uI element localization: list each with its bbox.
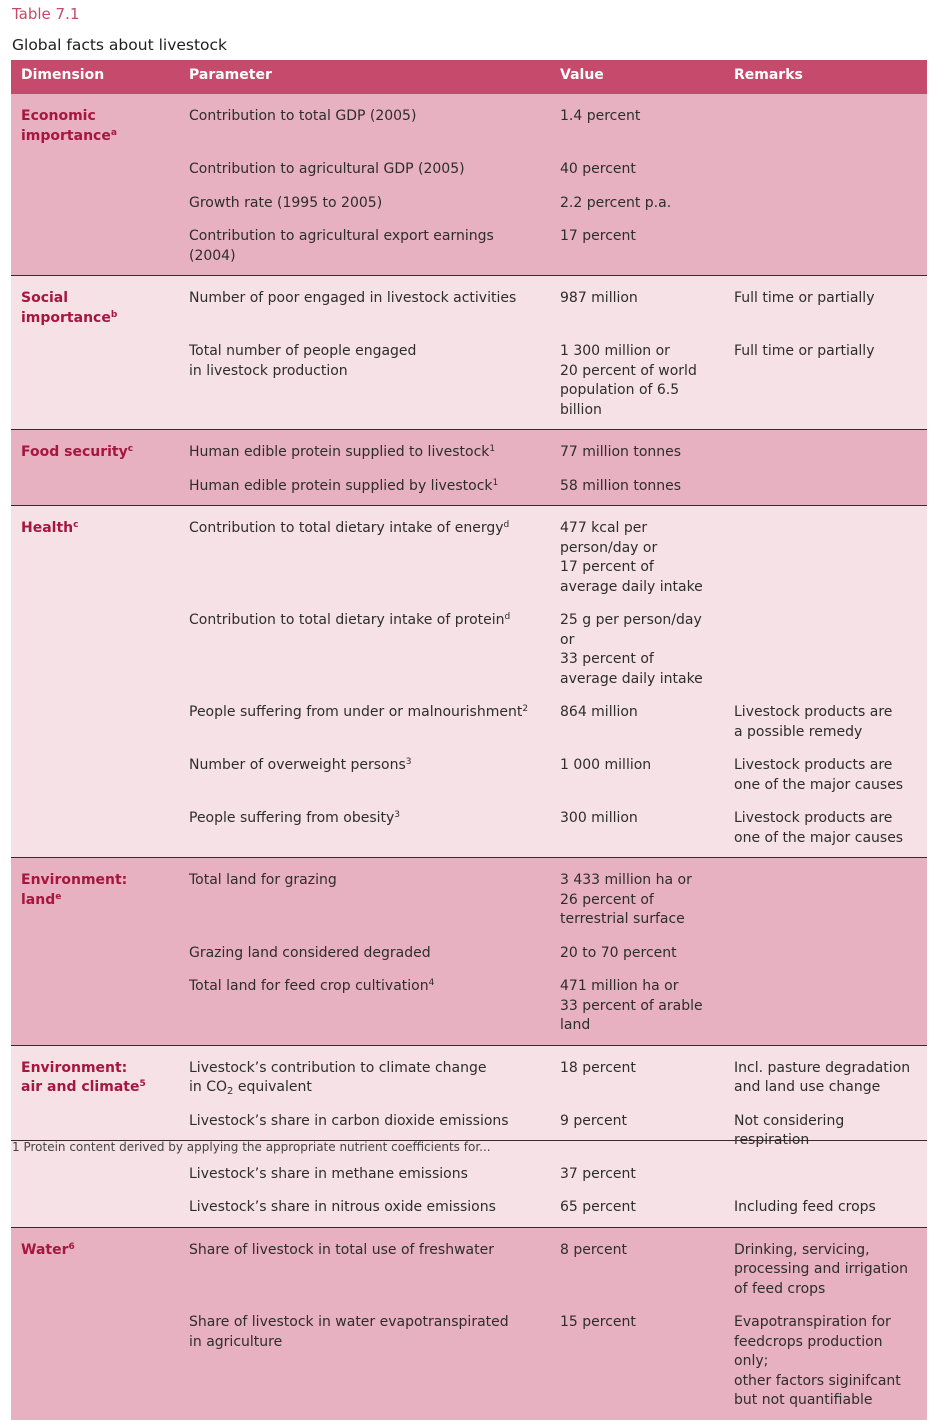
dimension-label: Environment: air and climate bbox=[21, 1059, 140, 1095]
value-cell: 37 percent bbox=[550, 1161, 724, 1195]
dimension-cell bbox=[11, 223, 179, 276]
table-row bbox=[11, 1309, 927, 1420]
dimension-footnote-marker: a bbox=[110, 127, 117, 138]
value-cell: 65 percent bbox=[550, 1194, 724, 1227]
parameter-text: People suffering from under or malnourishment bbox=[189, 704, 523, 720]
section-3 bbox=[11, 506, 927, 858]
dimension-cell bbox=[11, 1161, 179, 1195]
table-row bbox=[11, 338, 927, 430]
table-row bbox=[11, 805, 927, 858]
parameter-cell bbox=[179, 94, 550, 156]
section-1 bbox=[11, 276, 927, 430]
table-row bbox=[11, 973, 927, 1045]
remarks-cell: Full time or partially bbox=[724, 276, 927, 339]
parameter-footnote-marker: 1 bbox=[489, 444, 496, 454]
parameter-cell bbox=[179, 1227, 550, 1309]
parameter-text: Contribution to total dietary intake of protein bbox=[189, 612, 505, 628]
dimension-cell bbox=[11, 338, 179, 430]
section-6 bbox=[11, 1227, 927, 1420]
parameter-text: Contribution to agricultural GDP (2005) bbox=[189, 161, 465, 177]
parameter-cell bbox=[179, 223, 550, 276]
dimension-cell bbox=[11, 858, 179, 940]
remarks-cell: Drinking, servicing, processing and irrigation of feed crops bbox=[724, 1227, 927, 1309]
parameter-text: Contribution to agricultural export earnings (2004) bbox=[189, 228, 494, 264]
parameter-text: Livestock’s share in nitrous oxide emissions bbox=[189, 1199, 496, 1215]
parameter-footnote-marker: 3 bbox=[394, 810, 401, 820]
parameter-cell bbox=[179, 156, 550, 190]
value-cell: 18 percent bbox=[550, 1045, 724, 1108]
table-row bbox=[11, 607, 927, 699]
table-caption: Global facts about livestock bbox=[12, 36, 228, 54]
remarks-cell: Full time or partially bbox=[724, 338, 927, 430]
header-value: Value bbox=[550, 60, 724, 94]
header-parameter: Parameter bbox=[179, 60, 550, 94]
table-row bbox=[11, 473, 927, 506]
dimension-cell bbox=[11, 1227, 179, 1309]
parameter-footnote-marker: 1 bbox=[492, 477, 499, 488]
parameter-cell bbox=[179, 430, 550, 473]
parameter-cell bbox=[179, 699, 550, 752]
dimension-footnote-marker: e bbox=[55, 891, 62, 902]
parameter-cell bbox=[179, 1194, 550, 1227]
parameter-text: Contribution to total dietary intake of energy bbox=[189, 520, 504, 536]
table-row bbox=[11, 223, 927, 276]
table-row bbox=[11, 699, 927, 752]
header-row bbox=[11, 60, 927, 94]
table-row bbox=[11, 1045, 927, 1108]
parameter-text: Share of livestock in water evapotranspirated in agriculture bbox=[189, 1314, 509, 1350]
parameter-text-tail: equivalent bbox=[233, 1079, 312, 1095]
parameter-text: Livestock’s contribution to climate change in CO bbox=[189, 1059, 487, 1095]
dimension-footnote-marker: c bbox=[127, 444, 134, 454]
parameter-text: Number of poor engaged in livestock activities bbox=[189, 290, 517, 306]
table-row bbox=[11, 156, 927, 190]
remarks-cell bbox=[724, 858, 927, 940]
section-0 bbox=[11, 94, 927, 276]
value-cell: 40 percent bbox=[550, 156, 724, 190]
parameter-text: Share of livestock in total use of freshwater bbox=[189, 1241, 494, 1258]
parameter-cell bbox=[179, 190, 550, 224]
remarks-cell bbox=[724, 940, 927, 974]
table-row bbox=[11, 1227, 927, 1309]
parameter-text: Human edible protein supplied by livestock bbox=[189, 477, 493, 494]
parameter-subscript: 2 bbox=[227, 1086, 234, 1097]
value-cell: 3 433 million ha or 26 percent of terrestrial surface bbox=[550, 858, 724, 940]
remarks-cell: Livestock products are one of the major causes bbox=[724, 805, 927, 858]
dimension-label: Water bbox=[21, 1241, 69, 1258]
remarks-cell: Livestock products are one of the major causes bbox=[724, 752, 927, 805]
value-cell: 58 million tonnes bbox=[550, 473, 724, 506]
parameter-cell bbox=[179, 858, 550, 940]
dimension-cell bbox=[11, 156, 179, 190]
value-cell: 17 percent bbox=[550, 223, 724, 276]
dimension-cell bbox=[11, 94, 179, 156]
table-row bbox=[11, 276, 927, 339]
parameter-cell bbox=[179, 338, 550, 430]
table-row bbox=[11, 858, 927, 940]
value-cell: 2.2 percent p.a. bbox=[550, 190, 724, 224]
dimension-footnote-marker: b bbox=[110, 309, 118, 320]
remarks-cell: Not considering respiration bbox=[724, 1108, 927, 1161]
value-cell: 9 percent bbox=[550, 1108, 724, 1161]
value-cell: 8 percent bbox=[550, 1227, 724, 1309]
parameter-cell bbox=[179, 473, 550, 506]
header-remarks: Remarks bbox=[724, 60, 927, 94]
parameter-text: Livestock’s share in methane emissions bbox=[189, 1165, 468, 1182]
remarks-cell bbox=[724, 973, 927, 1045]
remarks-cell bbox=[724, 190, 927, 224]
parameter-cell bbox=[179, 276, 550, 339]
parameter-footnote-marker: d bbox=[504, 612, 511, 622]
parameter-text: Total land for feed crop cultivation bbox=[189, 978, 429, 994]
parameter-text: Number of overweight persons bbox=[189, 757, 406, 773]
dimension-cell bbox=[11, 752, 179, 805]
dimension-cell bbox=[11, 506, 179, 608]
parameter-text: Human edible protein supplied to livestock bbox=[189, 444, 490, 460]
parameter-text: Growth rate (1995 to 2005) bbox=[189, 194, 383, 211]
value-cell: 20 to 70 percent bbox=[550, 940, 724, 974]
remarks-cell bbox=[724, 94, 927, 156]
dimension-cell bbox=[11, 1309, 179, 1420]
table-row bbox=[11, 1194, 927, 1227]
section-4 bbox=[11, 858, 927, 1046]
value-cell: 15 percent bbox=[550, 1309, 724, 1420]
table-row bbox=[11, 752, 927, 805]
parameter-cell bbox=[179, 607, 550, 699]
parameter-footnote-marker: 2 bbox=[522, 704, 529, 714]
parameter-cell bbox=[179, 1309, 550, 1420]
dimension-footnote-marker: c bbox=[73, 520, 79, 530]
parameter-cell bbox=[179, 805, 550, 858]
dimension-cell bbox=[11, 276, 179, 339]
value-cell: 864 million bbox=[550, 699, 724, 752]
value-cell: 471 million ha or 33 percent of arable land bbox=[550, 973, 724, 1045]
parameter-footnote-marker: 3 bbox=[405, 757, 412, 767]
remarks-cell: Evapotranspiration for feedcrops production only; other factors siginifcant but not quantifiable bbox=[724, 1309, 927, 1420]
parameter-text: Total number of people engaged in livestock production bbox=[189, 343, 417, 379]
table-row bbox=[11, 506, 927, 608]
section-5 bbox=[11, 1045, 927, 1227]
parameter-text: Contribution to total GDP (2005) bbox=[189, 108, 417, 124]
table-row bbox=[11, 190, 927, 224]
value-cell: 77 million tonnes bbox=[550, 430, 724, 473]
table-header bbox=[11, 60, 927, 94]
dimension-label: Environment: land bbox=[21, 872, 128, 908]
value-cell: 300 million bbox=[550, 805, 724, 858]
parameter-footnote-marker: 4 bbox=[428, 978, 435, 988]
value-cell: 25 g per person/day or 33 percent of average daily intake bbox=[550, 607, 724, 699]
dimension-footnote-marker: 5 bbox=[139, 1079, 146, 1089]
table-row bbox=[11, 94, 927, 156]
dimension-label: Economic importance bbox=[21, 108, 111, 144]
parameter-text: Livestock’s share in carbon dioxide emissions bbox=[189, 1112, 509, 1129]
table-label: Table 7.1 bbox=[12, 5, 80, 23]
parameter-footnote-marker: d bbox=[503, 520, 510, 530]
remarks-cell: Including feed crops bbox=[724, 1194, 927, 1227]
remarks-cell: Incl. pasture degradation and land use change bbox=[724, 1045, 927, 1108]
dimension-label: Social importance bbox=[21, 290, 111, 326]
value-cell: 987 million bbox=[550, 276, 724, 339]
remarks-cell: Livestock products are a possible remedy bbox=[724, 699, 927, 752]
remarks-cell bbox=[724, 430, 927, 473]
dimension-label: Food security bbox=[21, 444, 128, 460]
section-2 bbox=[11, 430, 927, 506]
remarks-cell bbox=[724, 473, 927, 506]
remarks-cell bbox=[724, 607, 927, 699]
parameter-cell bbox=[179, 973, 550, 1045]
parameter-cell bbox=[179, 506, 550, 608]
remarks-cell bbox=[724, 1161, 927, 1195]
dimension-cell bbox=[11, 805, 179, 858]
dimension-cell bbox=[11, 699, 179, 752]
table-row bbox=[11, 1161, 927, 1195]
remarks-cell bbox=[724, 156, 927, 190]
dimension-footnote-marker: 6 bbox=[68, 1241, 75, 1252]
footnote: 1 Protein content derived by applying the appropriate nutrient coefficients for... bbox=[12, 1140, 491, 1154]
dimension-cell bbox=[11, 190, 179, 224]
dimension-cell bbox=[11, 1045, 179, 1108]
dimension-cell bbox=[11, 1194, 179, 1227]
remarks-cell bbox=[724, 223, 927, 276]
dimension-cell bbox=[11, 940, 179, 974]
livestock-facts-table bbox=[11, 60, 927, 1420]
parameter-text: Grazing land considered degraded bbox=[189, 944, 431, 961]
parameter-cell bbox=[179, 940, 550, 974]
dimension-label: Health bbox=[21, 520, 74, 536]
dimension-cell bbox=[11, 607, 179, 699]
parameter-cell bbox=[179, 752, 550, 805]
dimension-cell bbox=[11, 973, 179, 1045]
value-cell: 1.4 percent bbox=[550, 94, 724, 156]
value-cell: 477 kcal per person/day or 17 percent of average daily intake bbox=[550, 506, 724, 608]
remarks-cell bbox=[724, 506, 927, 608]
value-cell: 1 300 million or 20 percent of world population of 6.5 billion bbox=[550, 338, 724, 430]
dimension-cell bbox=[11, 473, 179, 506]
dimension-cell bbox=[11, 430, 179, 473]
parameter-cell bbox=[179, 1161, 550, 1195]
value-cell: 1 000 million bbox=[550, 752, 724, 805]
table-row bbox=[11, 430, 927, 473]
table-row bbox=[11, 940, 927, 974]
header-dimension: Dimension bbox=[11, 60, 179, 94]
parameter-text: People suffering from obesity bbox=[189, 810, 395, 826]
parameter-text: Total land for grazing bbox=[189, 872, 337, 888]
parameter-cell bbox=[179, 1045, 550, 1108]
